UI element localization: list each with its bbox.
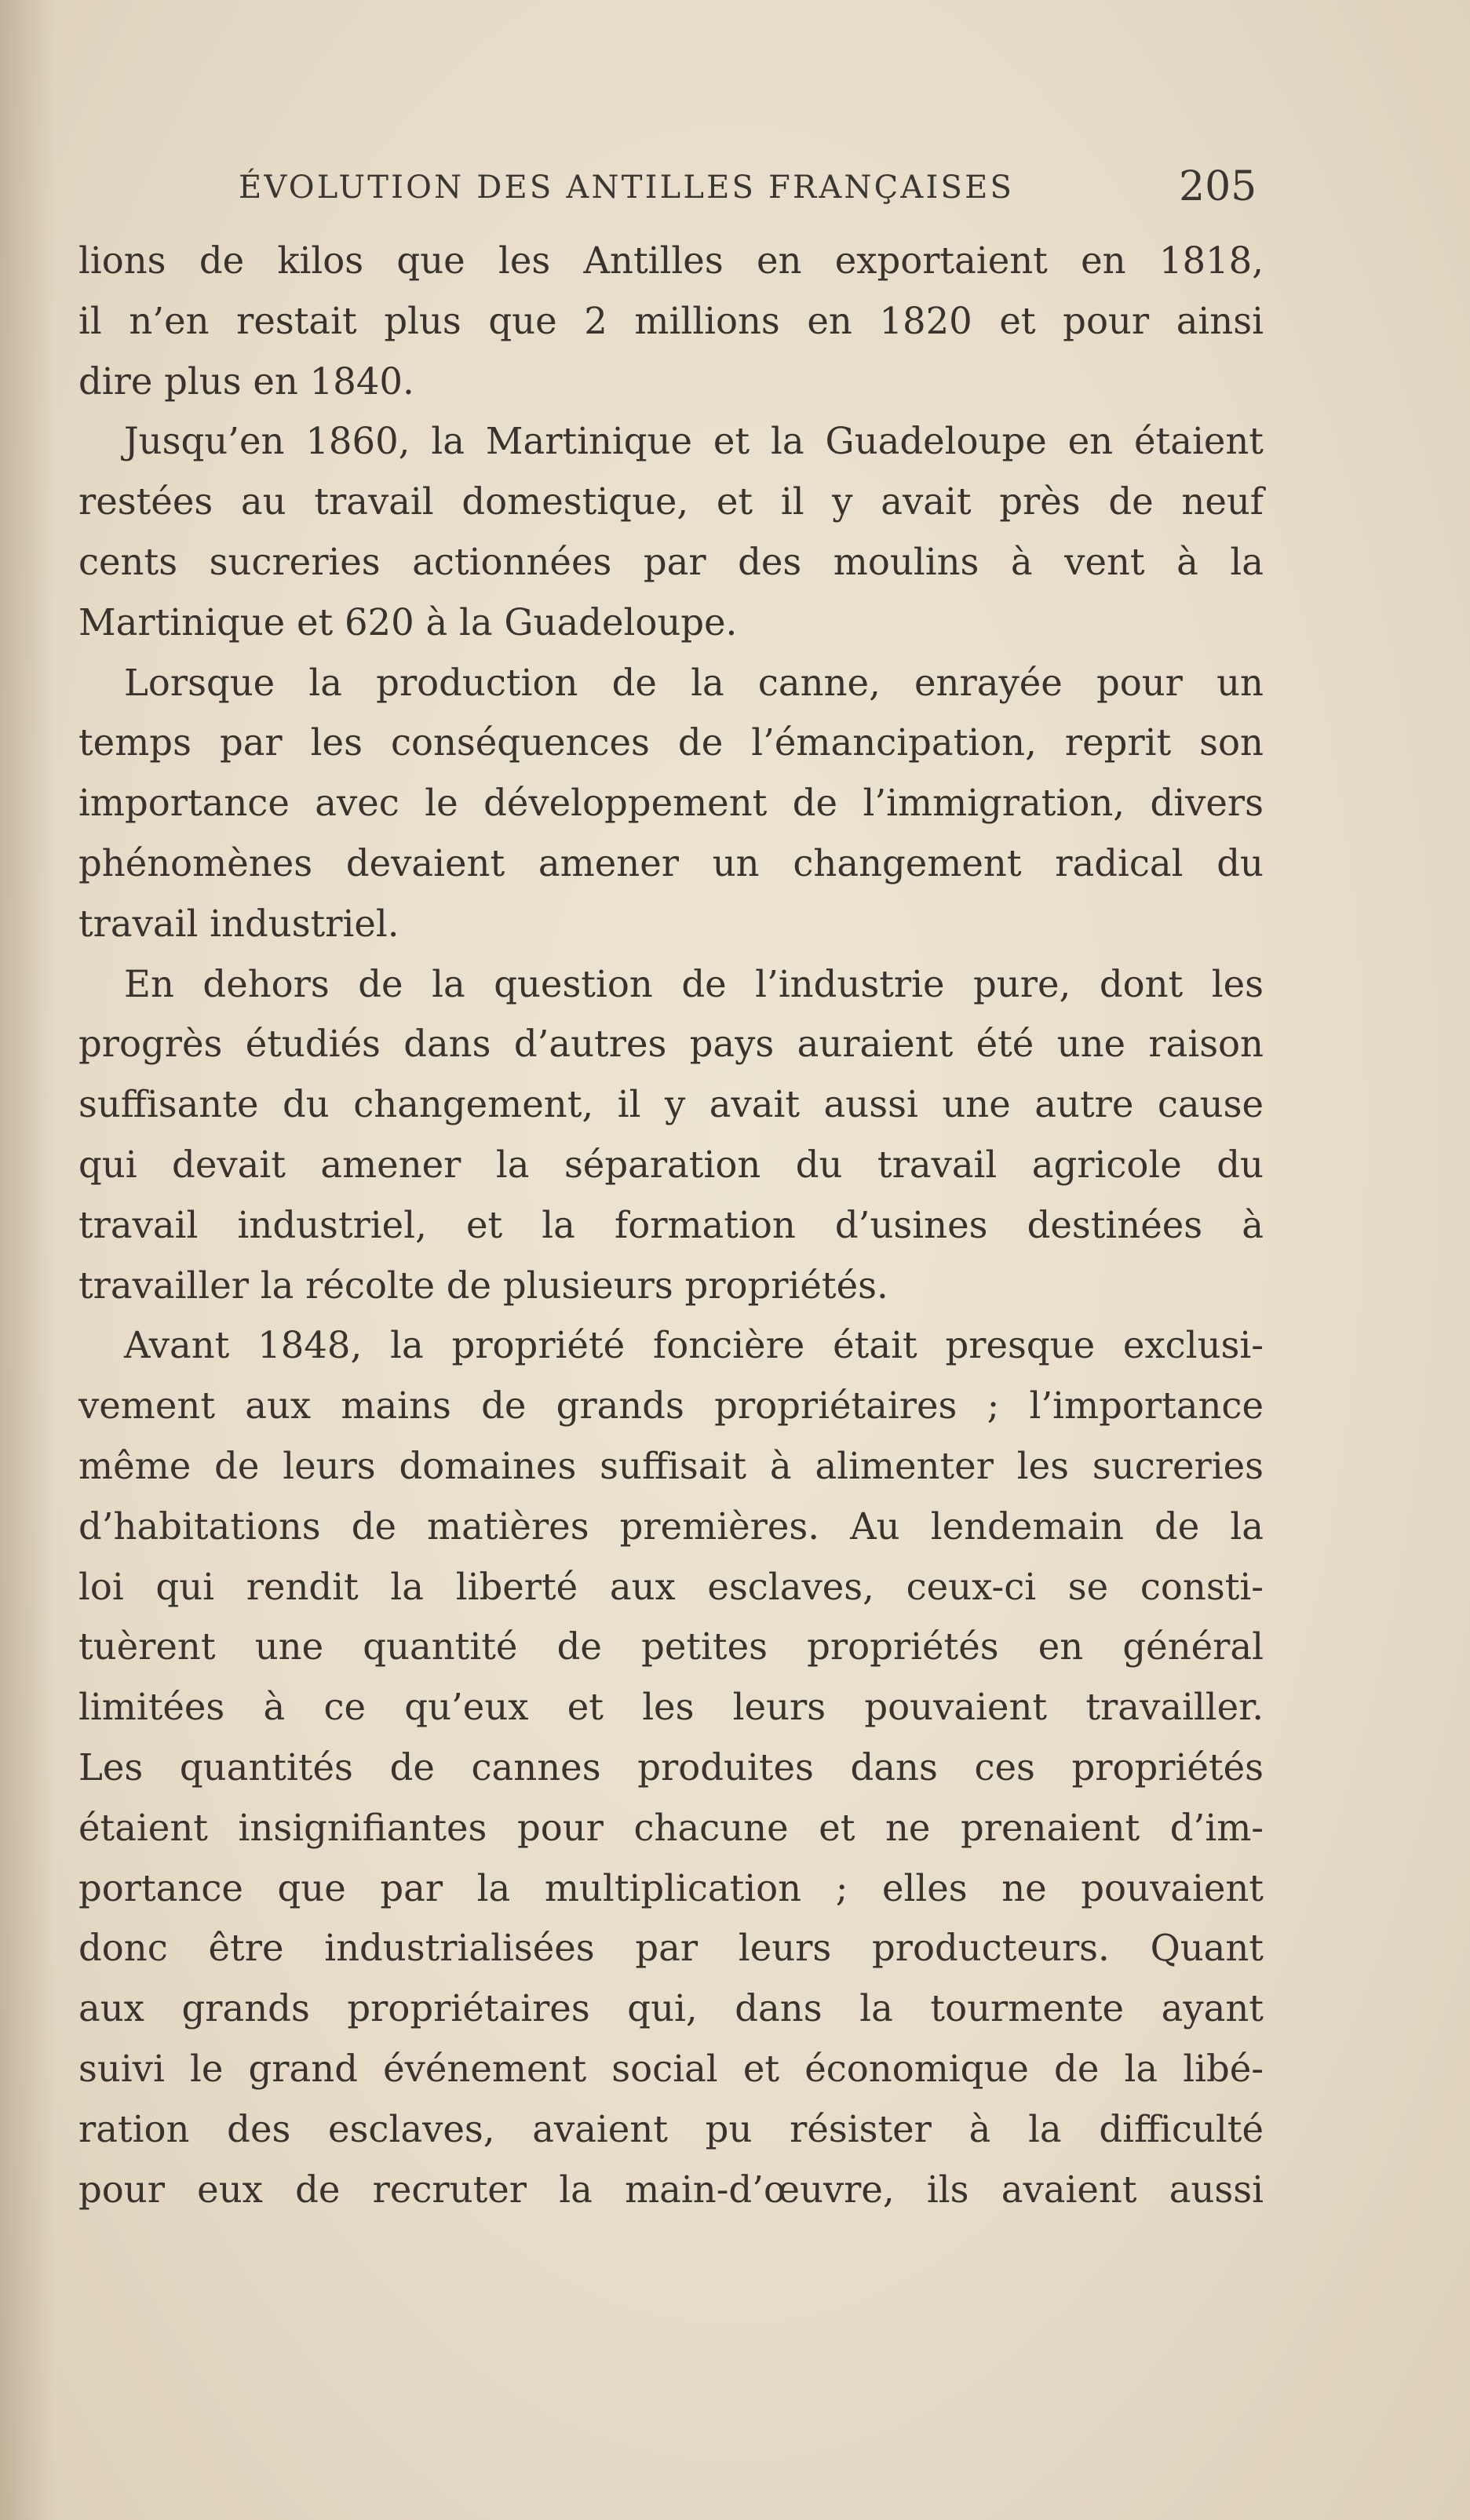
text-line: phénomènes devaient amener un changement radical du xyxy=(78,841,1264,884)
text-line: Avant 1848, la propriété foncière était presque exclusi- xyxy=(124,1324,1264,1367)
text-line: Les quantités de cannes produites dans ces propriétés xyxy=(78,1745,1264,1789)
text-line: travail industriel. xyxy=(78,902,399,945)
text-line: qui devait amener la séparation du travail agricole du xyxy=(78,1143,1264,1186)
text-line: restées au travail domestique, et il y avait près de neuf xyxy=(78,480,1264,523)
text-line: limitées à ce qu’eux et les leurs pouvaient travailler. xyxy=(78,1686,1264,1729)
text-line: cents sucreries actionnées par des moulins à vent à la xyxy=(78,540,1264,583)
text-line: Jusqu’en 1860, la Martinique et la Guadeloupe en étaient xyxy=(124,420,1264,463)
text-line: d’habitations de matières premières. Au lendemain de la xyxy=(78,1504,1264,1548)
text-line: suivi le grand événement social et économique de la libé- xyxy=(78,2047,1264,2090)
binding-shadow xyxy=(0,0,55,2520)
running-title: ÉVOLUTION DES ANTILLES FRANÇAISES xyxy=(239,170,1015,206)
body-text xyxy=(78,231,1264,2219)
text-line: aux grands propriétaires qui, dans la tourmente ayant xyxy=(78,1987,1264,2030)
text-line: ration des esclaves, avaient pu résister à la difficulté xyxy=(78,2107,1264,2150)
page-number: 205 xyxy=(1179,163,1257,210)
text-line: suffisante du changement, il y avait aussi une autre cause xyxy=(78,1083,1264,1126)
text-line: vement aux mains de grands propriétaires ; l’importance xyxy=(78,1384,1264,1428)
text-line: loi qui rendit la liberté aux esclaves, ceux-ci se consti- xyxy=(78,1565,1264,1608)
text-line: Lorsque la production de la canne, enrayée pour un xyxy=(124,661,1264,704)
text-line: tuèrent une quantité de petites propriétés en général xyxy=(78,1625,1264,1668)
text-line: importance avec le développement de l’immigration, divers xyxy=(78,782,1264,825)
text-line: Martinique et 620 à la Guadeloupe. xyxy=(78,600,738,644)
running-head xyxy=(188,163,1287,218)
text-line: dire plus en 1840. xyxy=(78,359,414,403)
text-line: progrès étudiés dans d’autres pays auraient été une raison xyxy=(78,1023,1264,1066)
text-line: même de leurs domaines suffisait à alimenter les sucreries xyxy=(78,1444,1264,1487)
text-line: donc être industrialisées par leurs producteurs. Quant xyxy=(78,1927,1264,1970)
text-line: portance que par la multiplication ; elles ne pouvaient xyxy=(78,1866,1264,1909)
text-line: travailler la récolte de plusieurs propriétés. xyxy=(78,1264,888,1307)
text-line: temps par les conséquences de l’émancipation, reprit son xyxy=(78,721,1264,764)
text-line: En dehors de la question de l’industrie pure, dont les xyxy=(124,962,1264,1005)
text-line: il n’en restait plus que 2 millions en 1820 et pour ainsi xyxy=(78,299,1264,342)
text-line: étaient insignifiantes pour chacune et ne prenaient d’im- xyxy=(78,1806,1264,1849)
text-line: lions de kilos que les Antilles en exportaient en 1818, xyxy=(78,239,1264,282)
text-line: travail industriel, et la formation d’usines destinées à xyxy=(78,1203,1264,1246)
text-line: pour eux de recruter la main-d’œuvre, ils avaient aussi xyxy=(78,2168,1264,2211)
